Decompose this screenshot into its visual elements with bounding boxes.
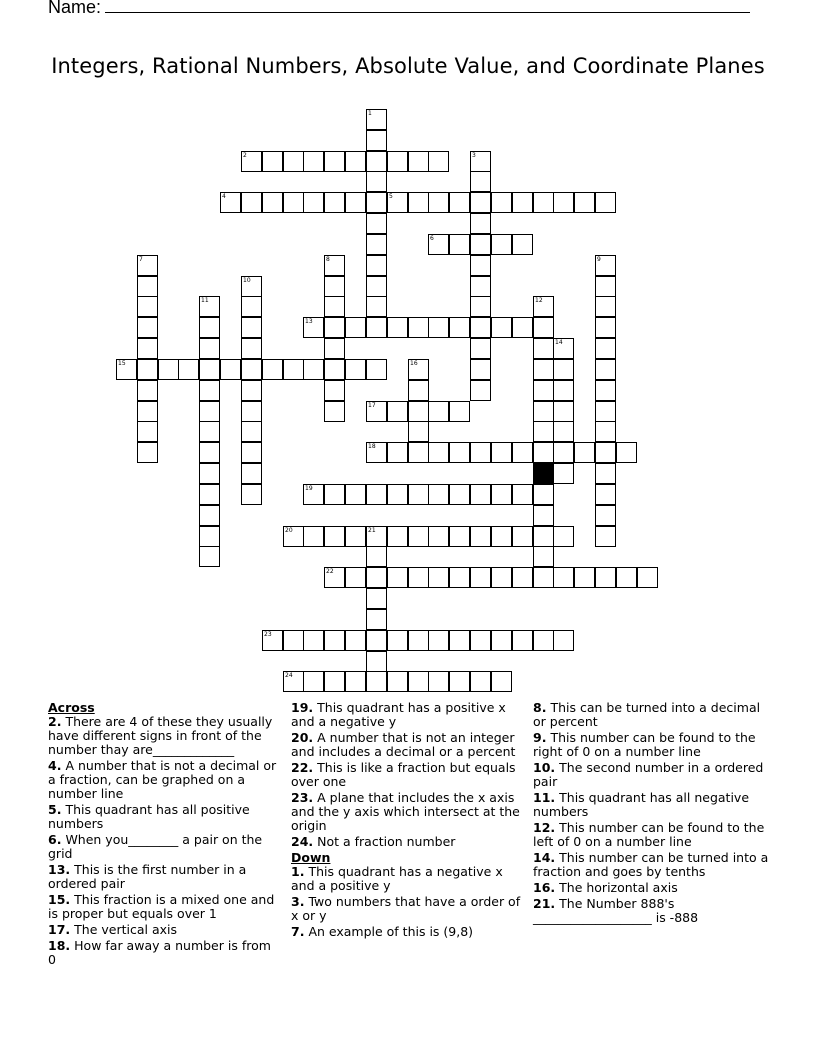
clue-down-1: 1. This quadrant has a negative x and a positive y: [291, 864, 503, 893]
crossword-cell[interactable]: [303, 359, 324, 380]
crossword-cell[interactable]: [616, 442, 637, 463]
crossword-cell[interactable]: [491, 234, 512, 255]
crossword-cell[interactable]: [408, 442, 429, 463]
crossword-cell[interactable]: [574, 567, 595, 588]
crossword-cell[interactable]: [366, 213, 387, 234]
clue-number-5: 5: [389, 193, 393, 200]
crossword-cell[interactable]: [283, 630, 304, 651]
crossword-cell[interactable]: [491, 192, 512, 213]
crossword-cell[interactable]: [512, 484, 533, 505]
crossword-cell[interactable]: [408, 317, 429, 338]
crossword-cell[interactable]: [470, 484, 491, 505]
crossword-cell[interactable]: [533, 401, 554, 422]
crossword-cell[interactable]: [428, 484, 449, 505]
across-heading: Across: [48, 700, 95, 715]
crossword-cell[interactable]: [512, 526, 533, 547]
crossword-cell[interactable]: [241, 359, 262, 380]
crossword-cell[interactable]: [595, 526, 616, 547]
crossword-cell[interactable]: [408, 421, 429, 442]
crossword-cell[interactable]: [262, 192, 283, 213]
clue-down-12: 12. This number can be found to the left of 0 on a number line: [533, 820, 765, 849]
crossword-cell[interactable]: [428, 567, 449, 588]
crossword-cell[interactable]: [491, 526, 512, 547]
crossword-cell[interactable]: [470, 151, 491, 172]
crossword-cell[interactable]: [199, 296, 220, 317]
crossword-cell[interactable]: [199, 317, 220, 338]
crossword-cell[interactable]: [303, 192, 324, 213]
crossword-cell[interactable]: [366, 442, 387, 463]
clue-number-7: 7: [139, 256, 143, 263]
crossword-cell[interactable]: [366, 255, 387, 276]
crossword-cell[interactable]: [574, 192, 595, 213]
crossword-cell[interactable]: [137, 401, 158, 422]
crossword-cell[interactable]: [595, 317, 616, 338]
crossword-cell[interactable]: [533, 296, 554, 317]
crossword-cell[interactable]: [324, 567, 345, 588]
crossword-cell[interactable]: [533, 546, 554, 567]
crossword-cell[interactable]: [116, 359, 137, 380]
crossword-cell[interactable]: [449, 671, 470, 692]
crossword-cell[interactable]: [449, 401, 470, 422]
clue-across-20: 20. A number that is not an integer and includes a decimal or a percent: [291, 730, 516, 759]
crossword-cell[interactable]: [491, 630, 512, 651]
crossword-cell[interactable]: [303, 526, 324, 547]
crossword-cell[interactable]: [408, 671, 429, 692]
clue-across-4: 4. A number that is not a decimal or a fraction, can be graphed on a number line: [48, 758, 277, 801]
crossword-cell[interactable]: [595, 380, 616, 401]
crossword-cell[interactable]: [533, 567, 554, 588]
crossword-cell[interactable]: [408, 484, 429, 505]
crossword-cell[interactable]: [387, 401, 408, 422]
crossword-cell[interactable]: [366, 234, 387, 255]
crossword-cell[interactable]: [595, 276, 616, 297]
crossword-cell[interactable]: [158, 359, 179, 380]
clue-down-14: 14. This number can be turned into a fraction and goes by tenths: [533, 850, 769, 879]
crossword-cell[interactable]: [512, 192, 533, 213]
crossword-cell[interactable]: [199, 526, 220, 547]
crossword-cell[interactable]: [137, 255, 158, 276]
crossword-cell[interactable]: [137, 421, 158, 442]
crossword-cell[interactable]: [345, 526, 366, 547]
crossword-cell[interactable]: [595, 463, 616, 484]
crossword-cell[interactable]: [241, 296, 262, 317]
crossword-cell[interactable]: [387, 151, 408, 172]
clue-across-5: 5. This quadrant has all positive numbers: [48, 802, 250, 831]
crossword-cell[interactable]: [408, 192, 429, 213]
crossword-cell[interactable]: [324, 255, 345, 276]
clue-number-11: 11: [201, 297, 209, 304]
crossword-cell[interactable]: [553, 359, 574, 380]
crossword-cell[interactable]: [553, 338, 574, 359]
crossword-cell[interactable]: [345, 484, 366, 505]
crossword-cell[interactable]: [366, 526, 387, 547]
clue-number-4: 4: [222, 193, 226, 200]
crossword-cell[interactable]: [199, 338, 220, 359]
crossword-cell[interactable]: [199, 463, 220, 484]
crossword-cell[interactable]: [408, 567, 429, 588]
crossword-cell[interactable]: [449, 630, 470, 651]
crossword-cell[interactable]: [303, 484, 324, 505]
crossword-cell[interactable]: [366, 671, 387, 692]
crossword-cell[interactable]: [241, 401, 262, 422]
crossword-cell[interactable]: [324, 276, 345, 297]
crossword-cell[interactable]: [324, 526, 345, 547]
crossword-cell[interactable]: [324, 671, 345, 692]
clue-number-17: 17: [368, 402, 376, 409]
clue-number-18: 18: [368, 443, 376, 450]
crossword-cell[interactable]: [283, 192, 304, 213]
crossword-cell[interactable]: [262, 359, 283, 380]
crossword-cell[interactable]: [283, 359, 304, 380]
crossword-cell[interactable]: [428, 630, 449, 651]
crossword-cell[interactable]: [241, 192, 262, 213]
crossword-cell[interactable]: [303, 317, 324, 338]
crossword-cell[interactable]: [470, 526, 491, 547]
crossword-cell[interactable]: [366, 546, 387, 567]
crossword-cell[interactable]: [533, 505, 554, 526]
crossword-cell[interactable]: [324, 192, 345, 213]
crossword-cell[interactable]: [553, 630, 574, 651]
clue-down-16: 16. The horizontal axis: [533, 880, 678, 895]
crossword-cell[interactable]: [137, 380, 158, 401]
crossword-cell[interactable]: [491, 484, 512, 505]
crossword-cell[interactable]: [512, 317, 533, 338]
crossword-cell[interactable]: [303, 151, 324, 172]
crossword-cell[interactable]: [366, 609, 387, 630]
crossword-cell[interactable]: [366, 276, 387, 297]
crossword-cell[interactable]: [470, 255, 491, 276]
crossword-cell[interactable]: [324, 401, 345, 422]
clue-number-24: 24: [285, 672, 293, 679]
crossword-cell[interactable]: [387, 192, 408, 213]
clue-across-22: 22. This is like a fraction but equals over one: [291, 760, 516, 789]
crossword-cell[interactable]: [241, 151, 262, 172]
clue-down-10: 10. The second number in a ordered pair: [533, 760, 764, 789]
crossword-cell[interactable]: [533, 338, 554, 359]
crossword-cell[interactable]: [512, 630, 533, 651]
clue-down-8: 8. This can be turned into a decimal or percent: [533, 700, 761, 729]
crossword-cell[interactable]: [387, 671, 408, 692]
clue-number-13: 13: [305, 318, 313, 325]
crossword-cell[interactable]: [387, 526, 408, 547]
crossword-cell[interactable]: [387, 442, 408, 463]
crossword-cell[interactable]: [595, 442, 616, 463]
crossword-cell[interactable]: [470, 380, 491, 401]
crossword-cell[interactable]: [366, 192, 387, 213]
crossword-cell[interactable]: [408, 526, 429, 547]
crossword-cell[interactable]: [512, 442, 533, 463]
crossword-cell[interactable]: [408, 630, 429, 651]
black-cell: [533, 463, 554, 484]
crossword-cell[interactable]: [595, 484, 616, 505]
crossword-cell[interactable]: [470, 213, 491, 234]
clues-column-1: [48, 701, 280, 969]
crossword-cell[interactable]: [553, 526, 574, 547]
crossword-cell[interactable]: [345, 317, 366, 338]
crossword-cell[interactable]: [449, 192, 470, 213]
crossword-cell[interactable]: [241, 276, 262, 297]
crossword-cell[interactable]: [428, 442, 449, 463]
clue-across-23: 23. A plane that includes the x axis and the y axis which intersect at the origin: [291, 790, 520, 833]
clue-across-13: 13. This is the first number in a ordered pair: [48, 862, 247, 891]
crossword-cell[interactable]: [449, 234, 470, 255]
clue-across-19: 19. This quadrant has a positive x and a negative y: [291, 700, 506, 729]
crossword-cell[interactable]: [449, 442, 470, 463]
crossword-cell[interactable]: [324, 359, 345, 380]
crossword-cell[interactable]: [470, 234, 491, 255]
crossword-cell[interactable]: [324, 317, 345, 338]
crossword-cell[interactable]: [137, 442, 158, 463]
clue-number-14: 14: [555, 339, 563, 346]
crossword-cell[interactable]: [241, 317, 262, 338]
crossword-cell[interactable]: [428, 234, 449, 255]
crossword-cell[interactable]: [366, 317, 387, 338]
crossword-cell[interactable]: [449, 484, 470, 505]
crossword-cell[interactable]: [470, 630, 491, 651]
crossword-cell[interactable]: [553, 463, 574, 484]
crossword-cell[interactable]: [553, 421, 574, 442]
crossword-cell[interactable]: [449, 526, 470, 547]
crossword-cell[interactable]: [533, 526, 554, 547]
crossword-cell[interactable]: [387, 317, 408, 338]
crossword-cell[interactable]: [387, 484, 408, 505]
crossword-cell[interactable]: [283, 151, 304, 172]
crossword-cell[interactable]: [595, 401, 616, 422]
crossword-cell[interactable]: [470, 317, 491, 338]
crossword-cell[interactable]: [533, 359, 554, 380]
crossword-cell[interactable]: [553, 567, 574, 588]
clue-number-9: 9: [597, 256, 601, 263]
crossword-cell[interactable]: [366, 588, 387, 609]
clue-number-16: 16: [410, 360, 418, 367]
crossword-cell[interactable]: [324, 380, 345, 401]
clue-number-10: 10: [243, 277, 251, 284]
crossword-cell[interactable]: [137, 276, 158, 297]
crossword-cell[interactable]: [387, 567, 408, 588]
clue-number-19: 19: [305, 485, 313, 492]
clue-down-11: 11. This quadrant has all negative numbers: [533, 790, 750, 819]
crossword-cell[interactable]: [303, 671, 324, 692]
crossword-cell[interactable]: [428, 192, 449, 213]
crossword-cell[interactable]: [533, 192, 554, 213]
crossword-cell[interactable]: [533, 380, 554, 401]
crossword-cell[interactable]: [241, 442, 262, 463]
crossword-cell[interactable]: [470, 192, 491, 213]
crossword-cell[interactable]: [241, 484, 262, 505]
crossword-cell[interactable]: [345, 630, 366, 651]
crossword-cell[interactable]: [470, 671, 491, 692]
crossword-cell[interactable]: [408, 359, 429, 380]
crossword-cell[interactable]: [137, 317, 158, 338]
name-label: Name:: [48, 0, 102, 17]
crossword-cell[interactable]: [595, 296, 616, 317]
crossword-cell[interactable]: [470, 442, 491, 463]
crossword-cell[interactable]: [366, 359, 387, 380]
crossword-cell[interactable]: [199, 546, 220, 567]
crossword-cell[interactable]: [553, 192, 574, 213]
clue-number-8: 8: [326, 256, 330, 263]
clue-number-15: 15: [118, 360, 126, 367]
crossword-cell[interactable]: [199, 359, 220, 380]
clue-number-1: 1: [368, 110, 372, 117]
clue-number-23: 23: [264, 631, 272, 638]
crossword-cell[interactable]: [345, 151, 366, 172]
crossword-cell[interactable]: [574, 442, 595, 463]
crossword-cell[interactable]: [199, 505, 220, 526]
crossword-cell[interactable]: [491, 671, 512, 692]
clue-number-12: 12: [535, 297, 543, 304]
crossword-cell[interactable]: [408, 401, 429, 422]
crossword-cell[interactable]: [428, 151, 449, 172]
crossword-cell[interactable]: [178, 359, 199, 380]
crossword-cell[interactable]: [553, 401, 574, 422]
clue-down-9: 9. This number can be found to the right of 0 on a number line: [533, 730, 756, 759]
clue-across-24: 24. Not a fraction number: [291, 834, 456, 849]
crossword-cell[interactable]: [470, 276, 491, 297]
crossword-cell[interactable]: [220, 359, 241, 380]
clue-down-7: 7. An example of this is (9,8): [291, 924, 474, 939]
crossword-cell[interactable]: [366, 484, 387, 505]
clue-across-6: 6. When you________ a pair on the grid: [48, 832, 263, 861]
crossword-cell[interactable]: [533, 484, 554, 505]
crossword-cell[interactable]: [345, 192, 366, 213]
crossword-cell[interactable]: [241, 463, 262, 484]
crossword-cell[interactable]: [324, 296, 345, 317]
crossword-cell[interactable]: [595, 505, 616, 526]
clue-number-2: 2: [243, 152, 247, 159]
crossword-cell[interactable]: [366, 151, 387, 172]
crossword-cell[interactable]: [366, 171, 387, 192]
clue-down-3: 3. Two numbers that have a order of x or y: [291, 894, 521, 923]
crossword-cell[interactable]: [345, 359, 366, 380]
clue-across-2: 2. There are 4 of these they usually have different signs in front of the number thay are_____________: [48, 714, 273, 757]
clue-number-3: 3: [472, 152, 476, 159]
crossword-cell[interactable]: [387, 630, 408, 651]
crossword-cell[interactable]: [449, 317, 470, 338]
crossword-cell[interactable]: [408, 151, 429, 172]
crossword-cell[interactable]: [283, 671, 304, 692]
crossword-cell[interactable]: [553, 442, 574, 463]
crossword-cell[interactable]: [428, 671, 449, 692]
crossword-cell[interactable]: [283, 526, 304, 547]
clues-column-3: [533, 701, 769, 927]
crossword-cell[interactable]: [241, 421, 262, 442]
crossword-cell[interactable]: [366, 109, 387, 130]
crossword-cell[interactable]: [595, 421, 616, 442]
crossword-cell[interactable]: [533, 442, 554, 463]
crossword-cell[interactable]: [199, 442, 220, 463]
crossword-cell[interactable]: [262, 630, 283, 651]
crossword-cell[interactable]: [470, 338, 491, 359]
crossword-cell[interactable]: [241, 380, 262, 401]
crossword-cell[interactable]: [199, 421, 220, 442]
crossword-cell[interactable]: [345, 567, 366, 588]
crossword-cell[interactable]: [595, 192, 616, 213]
crossword-cell[interactable]: [533, 317, 554, 338]
crossword-cell[interactable]: [595, 359, 616, 380]
clue-down-21: 21. The Number 888's ___________________ is -888: [533, 896, 699, 925]
crossword-cell[interactable]: [345, 671, 366, 692]
crossword-cell[interactable]: [533, 630, 554, 651]
crossword-cell[interactable]: [137, 296, 158, 317]
crossword-cell[interactable]: [595, 255, 616, 276]
crossword-cell[interactable]: [220, 192, 241, 213]
crossword-cell[interactable]: [616, 567, 637, 588]
crossword-cell[interactable]: [366, 630, 387, 651]
crossword-cell[interactable]: [366, 651, 387, 672]
clue-across-18: 18. How far away a number is from 0: [48, 938, 271, 967]
crossword-cell[interactable]: [137, 359, 158, 380]
clue-number-20: 20: [285, 527, 293, 534]
crossword-cell[interactable]: [491, 442, 512, 463]
crossword-cell[interactable]: [262, 151, 283, 172]
clues-column-2: [291, 701, 523, 941]
crossword-cell[interactable]: [470, 359, 491, 380]
crossword-cell[interactable]: [324, 630, 345, 651]
crossword-cell[interactable]: [491, 317, 512, 338]
crossword-cell[interactable]: [428, 526, 449, 547]
crossword-cell[interactable]: [366, 567, 387, 588]
clue-number-22: 22: [326, 568, 334, 575]
down-heading: Down: [291, 850, 331, 865]
crossword-cell[interactable]: [324, 338, 345, 359]
crossword-cell[interactable]: [199, 484, 220, 505]
crossword-cell[interactable]: [241, 338, 262, 359]
page-title: Integers, Rational Numbers, Absolute Value, and Coordinate Planes: [51, 54, 765, 78]
crossword-cell[interactable]: [324, 151, 345, 172]
clue-number-21: 21: [368, 527, 376, 534]
crossword-cell[interactable]: [470, 296, 491, 317]
crossword-cell[interactable]: [470, 567, 491, 588]
clue-across-17: 17. The vertical axis: [48, 922, 177, 937]
crossword-cell[interactable]: [595, 338, 616, 359]
crossword-cell[interactable]: [512, 234, 533, 255]
crossword-cell[interactable]: [428, 317, 449, 338]
crossword-cell[interactable]: [491, 567, 512, 588]
crossword-cell[interactable]: [199, 380, 220, 401]
clue-number-6: 6: [430, 235, 434, 242]
crossword-cell[interactable]: [366, 296, 387, 317]
crossword-cell[interactable]: [408, 380, 429, 401]
crossword-cell[interactable]: [512, 567, 533, 588]
crossword-cell[interactable]: [553, 380, 574, 401]
crossword-cell[interactable]: [533, 421, 554, 442]
crossword-cell[interactable]: [303, 630, 324, 651]
crossword-cell[interactable]: [199, 401, 220, 422]
crossword-cell[interactable]: [324, 484, 345, 505]
crossword-cell[interactable]: [449, 567, 470, 588]
crossword-cell[interactable]: [595, 567, 616, 588]
clue-across-15: 15. This fraction is a mixed one and is proper but equals over 1: [48, 892, 275, 921]
crossword-cell[interactable]: [366, 401, 387, 422]
crossword-cell[interactable]: [428, 401, 449, 422]
crossword-cell[interactable]: [637, 567, 658, 588]
crossword-cell[interactable]: [366, 130, 387, 151]
crossword-cell[interactable]: [470, 171, 491, 192]
crossword-cell[interactable]: [137, 338, 158, 359]
